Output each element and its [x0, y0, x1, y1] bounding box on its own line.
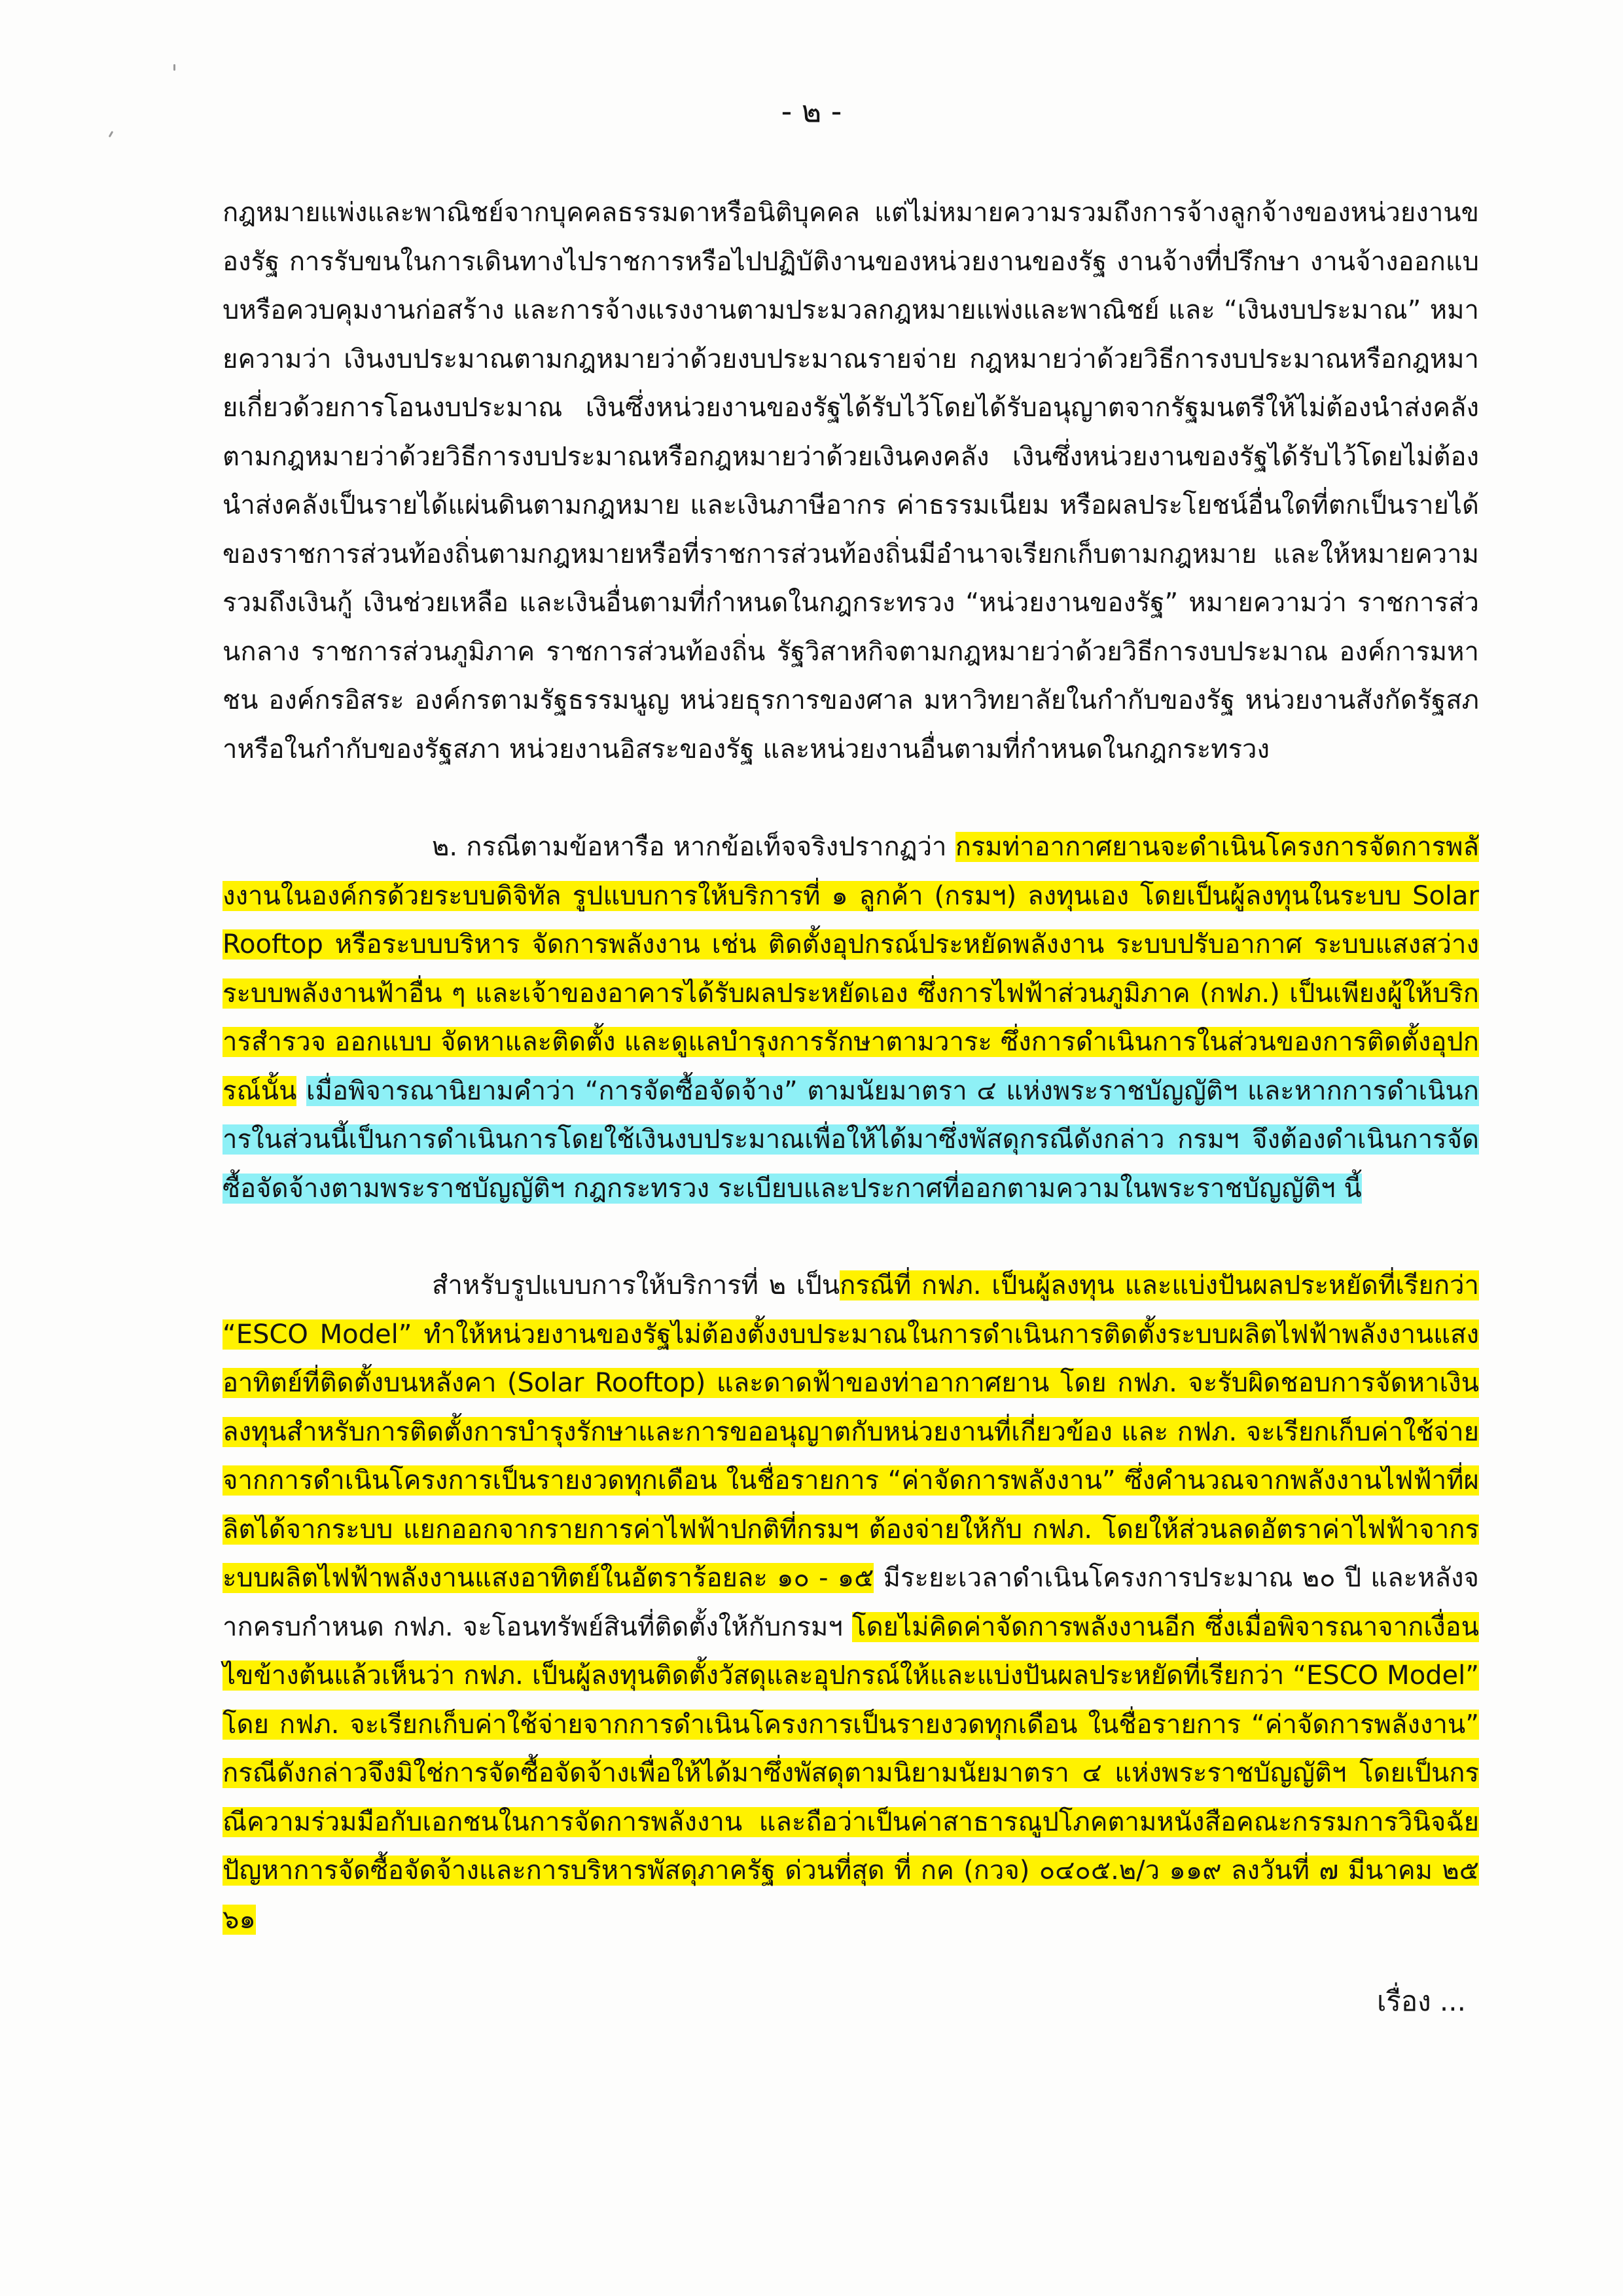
paragraph-text: สำหรับรูปแบบการให้บริการที่ ๒ เป็น	[432, 1270, 840, 1300]
yellow-highlight-text: กรมท่าอากาศยานจะดำเนินโครงการจัดการพลังงานในองค์กรด้วยระบบดิจิทัล รูปแบบการให้บริการที่ ๑ ลูกค้า (กรมฯ) ลงทุนเอง โดยเป็นผู้ลงทุนในระบบ Solar Rooftop หรือระบบบริหาร จัดการพลังงาน เช่น ติดตั้งอุปกรณ์ประหยัดพลังงาน ระบบปรับอากาศ ระบบแสงสว่าง ระบบพลังงานฟ้าอื่น ๆ และเจ้าของอาคารได้รับผลประหยัดเอง ซึ่งการไฟฟ้าส่วนภูมิภาค (กฟภ.) เป็นเพียงผู้ให้บริการสำรวจ ออกแบบ จัดหาและติดตั้ง และดูแลบำรุงการรักษาตามวาระ ซึ่งการดำเนินการในส่วนของการติดตั้งอุปกรณ์นั้น	[223, 832, 1479, 1106]
paragraph-point-2	[223, 823, 1479, 1213]
scan-speck	[109, 131, 114, 137]
page-number: - ๒ -	[781, 94, 842, 129]
paragraph-text: ๒. กรณีตามข้อหารือ หากข้อเท็จจริงปรากฏว่า	[432, 832, 955, 862]
paragraph-service-model-2	[223, 1261, 1479, 1944]
paragraph-definitions	[223, 188, 1479, 774]
paragraph-text: มีระยะเวลาดำเนินโครงการประมาณ ๒๐ ปี และหลังจากครบกำหนด กฟภ. จะโอนทรัพย์สินที่ติดตั้งให้กับกรมฯ	[223, 1563, 1479, 1642]
cyan-highlight-text: เมื่อพิจารณานิยามคำว่า “การจัดซื้อจัดจ้าง” ตามนัยมาตรา ๔ แห่งพระราชบัญญัติฯ และหากการดำเนินการในส่วนนี้เป็นการดำเนินการโดยใช้เงินงบประมาณเพื่อให้ได้มาซึ่งพัสดุกรณีดังกล่าว กรมฯ จึงต้องดำเนินการจัดซื้อจัดจ้างตามพระราชบัญญัติฯ กฎกระทรวง ระเบียบและประกาศที่ออกตามความในพระราชบัญญัติฯ นี้	[223, 1075, 1479, 1204]
paragraph-text: กฎหมายแพ่งและพาณิชย์จากบุคคลธรรมดาหรือนิติบุคคล แต่ไม่หมายความรวมถึงการจ้างลูกจ้างของหน่วยงานของรัฐ การรับขนในการเดินทางไปราชการหรือไปปฏิบัติงานของหน่วยงานของรัฐ งานจ้างที่ปรึกษา งานจ้างออกแบบหรือควบคุมงานก่อสร้าง และการจ้างแรงงานตามประมวลกฎหมายแพ่งและพาณิชย์ และ “เงินงบประมาณ” หมายความว่า เงินงบประมาณตามกฎหมายว่าด้วยงบประมาณรายจ่าย กฎหมายว่าด้วยวิธีการงบประมาณหรือกฎหมายเกี่ยวด้วยการโอนงบประมาณ เงินซึ่งหน่วยงานของรัฐได้รับไว้โดยได้รับอนุญาตจากรัฐมนตรีให้ไม่ต้องนำส่งคลังตามกฎหมายว่าด้วยวิธีการงบประมาณหรือกฎหมายว่าด้วยเงินคงคลัง เงินซึ่งหน่วยงานของรัฐได้รับไว้โดยไม่ต้องนำส่งคลังเป็นรายได้แผ่นดินตามกฎหมาย และเงินภาษีอากร ค่าธรรมเนียม หรือผลประโยชน์อื่นใดที่ตกเป็นรายได้ของราชการส่วนท้องถิ่นตามกฎหมายหรือที่ราชการส่วนท้องถิ่นมีอำนาจเรียกเก็บตามกฎหมาย และให้หมายความรวมถึงเงินกู้ เงินช่วยเหลือ และเงินอื่นตามที่กำหนดในกฎกระทรวง “หน่วยงานของรัฐ” หมายความว่า ราชการส่วนกลาง ราชการส่วนภูมิภาค ราชการส่วนท้องถิ่น รัฐวิสาหกิจตามกฎหมายว่าด้วยวิธีการงบประมาณ องค์การมหาชน องค์กรอิสระ องค์กรตามรัฐธรรมนูญ หน่วยธุรการของศาล มหาวิทยาลัยในกำกับของรัฐ หน่วยงานสังกัดรัฐสภาหรือในกำกับของรัฐสภา หน่วยงานอิสระของรัฐ และหน่วยงานอื่นตามที่กำหนดในกฎกระทรวง	[223, 198, 1479, 764]
paragraph-text	[296, 1076, 306, 1106]
yellow-highlight-text: โดยไม่คิดค่าจัดการพลังงานอีก ซึ่งเมื่อพิจารณาจากเงื่อนไขข้างต้นแล้วเห็นว่า กฟภ. เป็นผู้ลงทุนติดตั้งวัสดุและอุปกรณ์ให้และแบ่งปันผลประหยัดที่เรียกว่า “ESCO Model” โดย กฟภ. จะเรียกเก็บค่าใช้จ่ายจากการดำเนินโครงการเป็นรายงวดทุกเดือน ในชื่อรายการ “ค่าจัดการพลังงาน” กรณีดังกล่าวจึงมิใช่การจัดซื้อจัดจ้างเพื่อให้ได้มาซึ่งพัสดุตามนิยามนัยมาตรา ๔ แห่งพระราชบัญญัติฯ โดยเป็นกรณีความร่วมมือกับเอกชนในการจัดการพลังงาน และถือว่าเป็นค่าสาธารณูปโภคตามหนังสือคณะกรรมการวินิจฉัยปัญหาการจัดซื้อจัดจ้างและการบริหารพัสดุภาครัฐ ด่วนที่สุด ที่ กค (กวจ) ๐๔๐๕.๒/ว ๑๑๙ ลงวันที่ ๗ มีนาคม ๒๕๖๑	[223, 1611, 1479, 1935]
scan-speck	[173, 64, 175, 71]
continuation-marker: เรื่อง ...	[1376, 1985, 1466, 2017]
yellow-highlight-text: กรณีที่ กฟภ. เป็นผู้ลงทุน และแบ่งปันผลประหยัดที่เรียกว่า “ESCO Model” ทำให้หน่วยงานของรัฐไม่ต้องตั้งงบประมาณในการดำเนินการติดตั้งระบบผลิตไฟฟ้าพลังงานแสงอาทิตย์ที่ติดตั้งบนหลังคา (Solar Rooftop) และดาดฟ้าของท่าอากาศยาน โดย กฟภ. จะรับผิดชอบการจัดหาเงินลงทุนสำหรับการติดตั้งการบำรุงรักษาและการขออนุญาตกับหน่วยงานที่เกี่ยวข้อง และ กฟภ. จะเรียกเก็บค่าใช้จ่ายจากการดำเนินโครงการเป็นรายงวดทุกเดือน ในชื่อรายการ “ค่าจัดการพลังงาน” ซึ่งคำนวณจากพลังงานไฟฟ้าที่ผลิตได้จากระบบ แยกออกจากรายการค่าไฟฟ้าปกติที่กรมฯ ต้องจ่ายให้กับ กฟภ. โดยให้ส่วนลดอัตราค่าไฟฟ้าจากระบบผลิตไฟฟ้าพลังงานแสงอาทิตย์ในอัตราร้อยละ ๑๐ - ๑๕	[223, 1270, 1479, 1593]
